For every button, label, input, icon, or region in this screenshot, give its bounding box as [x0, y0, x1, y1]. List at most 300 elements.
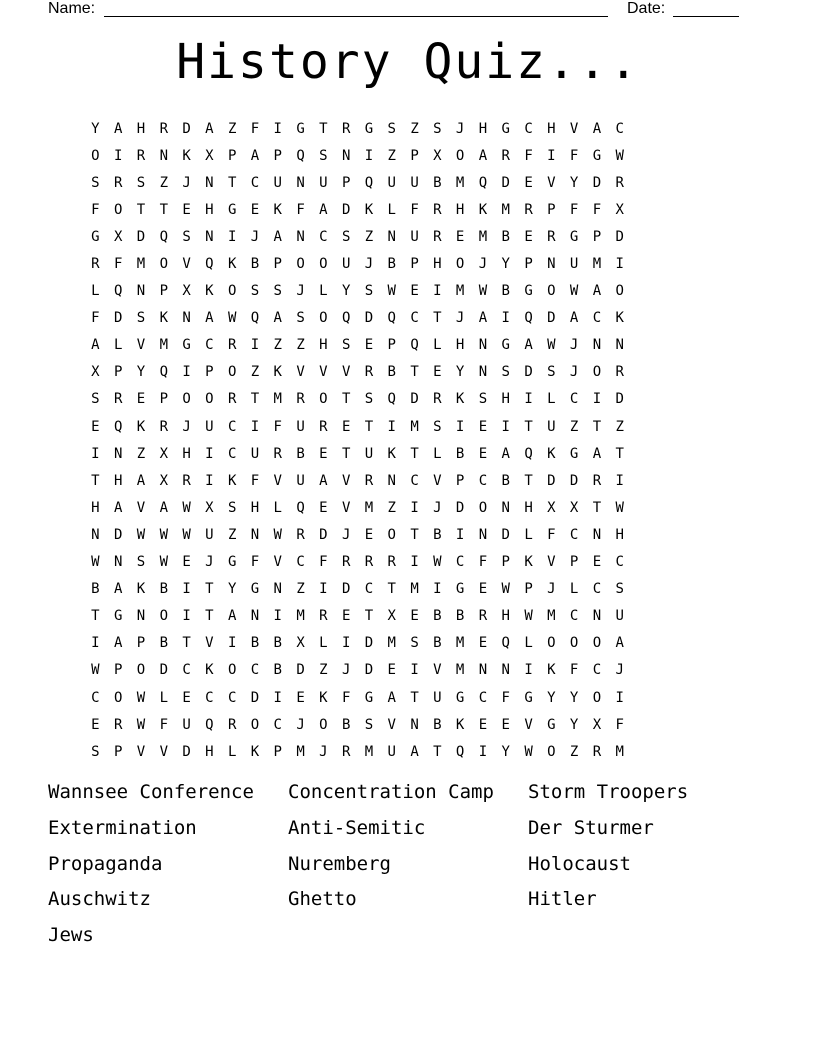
grid-letter: Y: [501, 256, 510, 273]
grid-letter: L: [159, 689, 168, 706]
grid-letter: G: [250, 581, 260, 598]
grid-letter: E: [341, 418, 351, 435]
grid-letter: V: [547, 554, 556, 571]
grid-letter: H: [91, 499, 100, 516]
grid-letter: Y: [547, 689, 556, 706]
grid-letter: H: [478, 120, 488, 137]
grid-letter: B: [341, 716, 351, 733]
grid-letter: N: [592, 608, 602, 625]
grid-letter: D: [547, 310, 556, 327]
grid-letter: C: [615, 120, 624, 137]
grid-letter: Q: [205, 716, 214, 733]
grid-row: [84, 576, 736, 603]
grid-letter: D: [501, 526, 510, 543]
grid-letter: N: [182, 310, 191, 327]
page-title: History Quiz...: [176, 34, 640, 90]
grid-letter: D: [250, 689, 260, 706]
grid-letter: F: [296, 201, 305, 218]
grid-letter: B: [296, 445, 305, 462]
grid-letter: R: [364, 472, 374, 489]
grid-letter: A: [273, 228, 282, 245]
grid-letter: M: [455, 283, 465, 300]
grid-letter: D: [524, 364, 533, 381]
grid-letter: E: [410, 608, 419, 625]
grid-letter: Q: [478, 174, 488, 191]
grid-letter: R: [524, 201, 533, 218]
grid-letter: K: [136, 418, 146, 435]
grid-letter: O: [113, 689, 123, 706]
grid-letter: Z: [569, 743, 579, 760]
grid-letter: N: [113, 554, 123, 571]
grid-letter: W: [182, 499, 191, 516]
grid-row: [84, 684, 736, 711]
grid-letter: I: [182, 364, 191, 381]
grid-letter: K: [136, 581, 146, 598]
grid-letter: D: [319, 526, 328, 543]
grid-letter: L: [319, 283, 328, 300]
grid-letter: S: [478, 391, 488, 408]
grid-letter: N: [501, 662, 510, 679]
grid-letter: T: [319, 120, 328, 137]
grid-letter: R: [592, 743, 602, 760]
grid-letter: D: [615, 228, 624, 245]
grid-letter: B: [250, 256, 260, 273]
grid-letter: O: [319, 391, 328, 408]
grid-letter: I: [319, 581, 328, 598]
grid-letter: I: [387, 418, 396, 435]
grid-letter: M: [364, 499, 374, 516]
grid-letter: I: [410, 662, 419, 679]
grid-letter: T: [91, 608, 100, 625]
grid-letter: Y: [227, 581, 237, 598]
grid-letter: A: [615, 635, 624, 652]
grid-letter: G: [501, 337, 510, 354]
grid-row: [84, 603, 736, 630]
grid-letter: R: [113, 716, 123, 733]
grid-letter: J: [341, 662, 351, 679]
grid-letter: A: [113, 581, 123, 598]
grid-letter: S: [182, 228, 191, 245]
grid-letter: E: [364, 526, 374, 543]
grid-letter: M: [592, 256, 602, 273]
grid-letter: R: [182, 472, 191, 489]
grid-letter: Q: [113, 283, 123, 300]
grid-letter: B: [159, 581, 168, 598]
grid-letter: J: [296, 283, 305, 300]
grid-letter: Q: [159, 364, 168, 381]
grid-letter: C: [273, 716, 282, 733]
grid-letter: F: [569, 662, 579, 679]
grid-letter: F: [592, 201, 602, 218]
grid-letter: O: [547, 635, 556, 652]
grid-letter: B: [273, 635, 282, 652]
grid-letter: I: [273, 120, 282, 137]
grid-letter: Z: [387, 499, 396, 516]
grid-letter: S: [433, 120, 442, 137]
grid-letter: K: [547, 445, 556, 462]
grid-letter: H: [501, 391, 510, 408]
grid-letter: R: [592, 472, 602, 489]
grid-letter: W: [136, 689, 146, 706]
grid-letter: S: [136, 174, 146, 191]
grid-letter: N: [547, 256, 556, 273]
grid-letter: U: [433, 689, 442, 706]
grid-letter: A: [91, 337, 100, 354]
grid-letter: A: [524, 337, 533, 354]
grid-letter: B: [433, 174, 442, 191]
grid-row: [84, 738, 736, 765]
grid-letter: A: [319, 201, 328, 218]
grid-letter: A: [410, 743, 419, 760]
grid-letter: B: [455, 608, 465, 625]
grid-letter: T: [364, 608, 374, 625]
word-bank-item: Concentration Camp: [288, 781, 494, 803]
grid-letter: H: [136, 120, 146, 137]
header: [0, 0, 816, 22]
grid-letter: I: [455, 418, 465, 435]
grid-letter: B: [250, 635, 260, 652]
grid-letter: T: [592, 499, 602, 516]
grid-letter: V: [319, 364, 328, 381]
grid-letter: O: [159, 608, 168, 625]
grid-letter: G: [455, 581, 465, 598]
grid-letter: E: [364, 337, 374, 354]
grid-letter: S: [136, 310, 146, 327]
grid-letter: Q: [205, 256, 214, 273]
grid-letter: E: [478, 581, 488, 598]
grid-letter: K: [250, 743, 260, 760]
grid-letter: S: [364, 391, 374, 408]
grid-letter: R: [433, 391, 442, 408]
grid-letter: P: [569, 554, 579, 571]
grid-letter: A: [501, 445, 510, 462]
grid-letter: S: [227, 499, 237, 516]
grid-letter: U: [296, 418, 305, 435]
grid-letter: C: [592, 310, 602, 327]
grid-letter: I: [615, 256, 624, 273]
grid-letter: M: [296, 608, 305, 625]
grid-letter: N: [478, 337, 488, 354]
grid-letter: W: [182, 526, 191, 543]
grid-letter: R: [273, 445, 282, 462]
grid-letter: N: [592, 526, 602, 543]
grid-letter: F: [524, 147, 533, 164]
grid-letter: D: [615, 391, 624, 408]
word-bank-item: Propaganda: [48, 852, 163, 875]
grid-letter: Q: [341, 310, 351, 327]
grid-letter: C: [569, 391, 579, 408]
grid-letter: S: [136, 554, 146, 571]
grid-letter: J: [478, 256, 488, 273]
grid-letter: N: [296, 228, 305, 245]
grid-letter: N: [296, 174, 305, 191]
grid-letter: E: [182, 201, 191, 218]
grid-letter: A: [136, 472, 146, 489]
grid-letter: U: [205, 418, 214, 435]
grid-letter: O: [615, 283, 624, 300]
grid-letter: M: [455, 174, 465, 191]
grid-letter: Z: [250, 364, 260, 381]
grid-letter: L: [433, 445, 442, 462]
grid-letter: R: [227, 391, 237, 408]
grid-letter: M: [296, 743, 305, 760]
grid-letter: E: [410, 283, 419, 300]
grid-letter: P: [524, 581, 533, 598]
grid-letter: N: [478, 662, 488, 679]
grid-row: [84, 223, 736, 250]
grid-letter: T: [433, 743, 442, 760]
grid-letter: H: [433, 256, 442, 273]
grid-letter: C: [250, 174, 260, 191]
grid-letter: F: [410, 201, 419, 218]
grid-letter: C: [592, 662, 602, 679]
grid-letter: X: [569, 499, 579, 516]
grid-letter: A: [569, 310, 579, 327]
grid-letter: S: [364, 716, 374, 733]
grid-letter: U: [547, 418, 556, 435]
grid-letter: A: [227, 608, 237, 625]
grid-letter: Y: [455, 364, 465, 381]
grid-letter: T: [410, 689, 419, 706]
grid-letter: V: [341, 364, 351, 381]
grid-letter: W: [501, 581, 510, 598]
grid-letter: C: [227, 689, 237, 706]
name-blank-line: [104, 16, 608, 17]
grid-letter: D: [364, 310, 374, 327]
grid-letter: N: [250, 526, 260, 543]
grid-letter: W: [136, 526, 146, 543]
grid-letter: K: [387, 445, 396, 462]
grid-letter: R: [478, 608, 488, 625]
grid-letter: I: [227, 635, 237, 652]
date-blank-line: [673, 16, 739, 17]
grid-letter: G: [182, 337, 191, 354]
grid-letter: T: [524, 472, 533, 489]
grid-letter: S: [341, 228, 351, 245]
grid-letter: O: [592, 689, 602, 706]
grid-letter: K: [182, 147, 191, 164]
grid-letter: L: [547, 391, 556, 408]
grid-letter: I: [250, 418, 260, 435]
grid-letter: E: [91, 716, 100, 733]
grid-letter: K: [273, 364, 282, 381]
grid-letter: F: [113, 256, 123, 273]
grid-letter: A: [273, 310, 282, 327]
grid-letter: I: [547, 147, 556, 164]
grid-letter: C: [205, 337, 214, 354]
grid-letter: X: [113, 228, 123, 245]
grid-letter: C: [478, 689, 488, 706]
grid-letter: L: [569, 581, 579, 598]
grid-letter: V: [387, 716, 396, 733]
grid-letter: G: [364, 689, 374, 706]
grid-letter: A: [113, 499, 123, 516]
grid-letter: Y: [569, 174, 579, 191]
grid-letter: J: [569, 337, 579, 354]
grid-row: [84, 657, 736, 684]
grid-letter: G: [524, 689, 533, 706]
word-bank-item: Der Sturmer: [528, 816, 654, 839]
grid-letter: B: [273, 662, 282, 679]
grid-letter: C: [410, 472, 419, 489]
grid-letter: S: [91, 743, 100, 760]
grid-letter: P: [387, 337, 396, 354]
grid-letter: I: [273, 608, 282, 625]
grid-letter: M: [410, 418, 419, 435]
grid-letter: R: [615, 364, 624, 381]
grid-letter: O: [455, 256, 465, 273]
grid-letter: P: [113, 364, 123, 381]
grid-letter: D: [341, 581, 351, 598]
grid-letter: K: [273, 201, 282, 218]
grid-letter: I: [615, 472, 624, 489]
grid-letter: V: [159, 743, 168, 760]
grid-letter: A: [387, 689, 396, 706]
grid-letter: I: [113, 147, 123, 164]
grid-letter: P: [159, 283, 168, 300]
grid-letter: O: [569, 635, 579, 652]
grid-letter: T: [410, 445, 419, 462]
grid-letter: P: [524, 256, 533, 273]
grid-letter: I: [433, 581, 442, 598]
grid-letter: T: [341, 391, 351, 408]
grid-letter: E: [319, 445, 328, 462]
grid-letter: R: [159, 418, 168, 435]
grid-letter: A: [592, 445, 602, 462]
grid-letter: M: [364, 743, 374, 760]
grid-letter: Q: [410, 337, 419, 354]
grid-letter: S: [250, 283, 260, 300]
grid-letter: M: [159, 337, 168, 354]
grid-letter: M: [478, 228, 488, 245]
grid-letter: T: [410, 364, 419, 381]
grid-letter: M: [410, 581, 419, 598]
grid-letter: L: [319, 635, 328, 652]
grid-letter: V: [273, 554, 282, 571]
grid-letter: X: [182, 283, 191, 300]
grid-letter: B: [455, 445, 465, 462]
grid-letter: Z: [159, 174, 168, 191]
grid-letter: R: [227, 716, 237, 733]
grid-letter: P: [501, 554, 510, 571]
grid-letter: P: [205, 364, 214, 381]
grid-letter: B: [501, 228, 510, 245]
grid-letter: W: [569, 283, 579, 300]
grid-letter: K: [319, 689, 328, 706]
grid-letter: J: [250, 228, 260, 245]
grid-letter: O: [205, 391, 214, 408]
grid-letter: E: [455, 228, 465, 245]
grid-letter: K: [227, 256, 237, 273]
grid-letter: V: [341, 499, 351, 516]
grid-letter: S: [433, 418, 442, 435]
grid-letter: D: [136, 228, 146, 245]
grid-letter: C: [227, 418, 237, 435]
grid-letter: A: [159, 499, 168, 516]
grid-letter: F: [478, 554, 488, 571]
grid-letter: O: [478, 499, 488, 516]
grid-letter: Q: [524, 445, 533, 462]
grid-letter: H: [319, 337, 328, 354]
grid-letter: X: [547, 499, 556, 516]
grid-letter: O: [592, 364, 602, 381]
grid-letter: V: [182, 256, 191, 273]
grid-letter: S: [341, 337, 351, 354]
grid-letter: P: [455, 472, 465, 489]
grid-letter: S: [615, 581, 624, 598]
grid-letter: Z: [273, 337, 282, 354]
grid-letter: U: [364, 445, 374, 462]
grid-letter: Y: [569, 689, 579, 706]
grid-letter: G: [547, 716, 556, 733]
grid-letter: I: [524, 662, 533, 679]
grid-letter: T: [341, 445, 351, 462]
grid-letter: E: [433, 364, 442, 381]
grid-letter: F: [615, 716, 624, 733]
grid-letter: N: [136, 283, 146, 300]
grid-letter: N: [341, 147, 351, 164]
word-bank-item: Ghetto: [288, 888, 357, 911]
grid-letter: J: [205, 554, 214, 571]
word-bank-item: Nuremberg: [288, 852, 391, 875]
grid-letter: T: [91, 472, 100, 489]
grid-letter: P: [273, 743, 282, 760]
grid-letter: A: [205, 310, 214, 327]
grid-letter: P: [410, 147, 419, 164]
grid-letter: H: [524, 499, 533, 516]
grid-letter: R: [364, 554, 374, 571]
grid-letter: J: [319, 743, 328, 760]
grid-letter: V: [569, 120, 579, 137]
grid-letter: J: [364, 256, 374, 273]
grid-letter: T: [250, 391, 260, 408]
grid-letter: I: [91, 635, 100, 652]
grid-letter: B: [91, 581, 100, 598]
grid-letter: M: [136, 256, 146, 273]
grid-letter: F: [159, 716, 168, 733]
grid-row: [84, 386, 736, 413]
name-label: Name:: [48, 0, 96, 17]
grid-letter: R: [296, 526, 305, 543]
grid-letter: F: [273, 418, 282, 435]
grid-row: [84, 196, 736, 223]
grid-letter: D: [501, 174, 510, 191]
grid-letter: B: [433, 608, 442, 625]
word-bank-item: Wannsee Conference: [48, 781, 254, 803]
grid-letter: V: [547, 174, 556, 191]
grid-letter: C: [319, 228, 328, 245]
grid-letter: R: [113, 391, 123, 408]
grid-letter: J: [433, 499, 442, 516]
grid-letter: P: [159, 391, 168, 408]
grid-row: [84, 494, 736, 521]
grid-row: [84, 549, 736, 576]
grid-letter: K: [159, 310, 168, 327]
grid-letter: T: [615, 445, 624, 462]
grid-letter: D: [592, 174, 602, 191]
grid-letter: H: [501, 608, 510, 625]
grid-letter: Z: [136, 445, 146, 462]
grid-letter: T: [182, 635, 191, 652]
grid-letter: H: [547, 120, 556, 137]
grid-letter: H: [615, 526, 624, 543]
grid-letter: R: [113, 174, 123, 191]
grid-letter: Z: [227, 526, 237, 543]
grid-letter: Q: [364, 174, 374, 191]
grid-letter: O: [592, 635, 602, 652]
word-bank-item: Storm Troopers: [528, 781, 689, 803]
grid-letter: N: [478, 364, 488, 381]
